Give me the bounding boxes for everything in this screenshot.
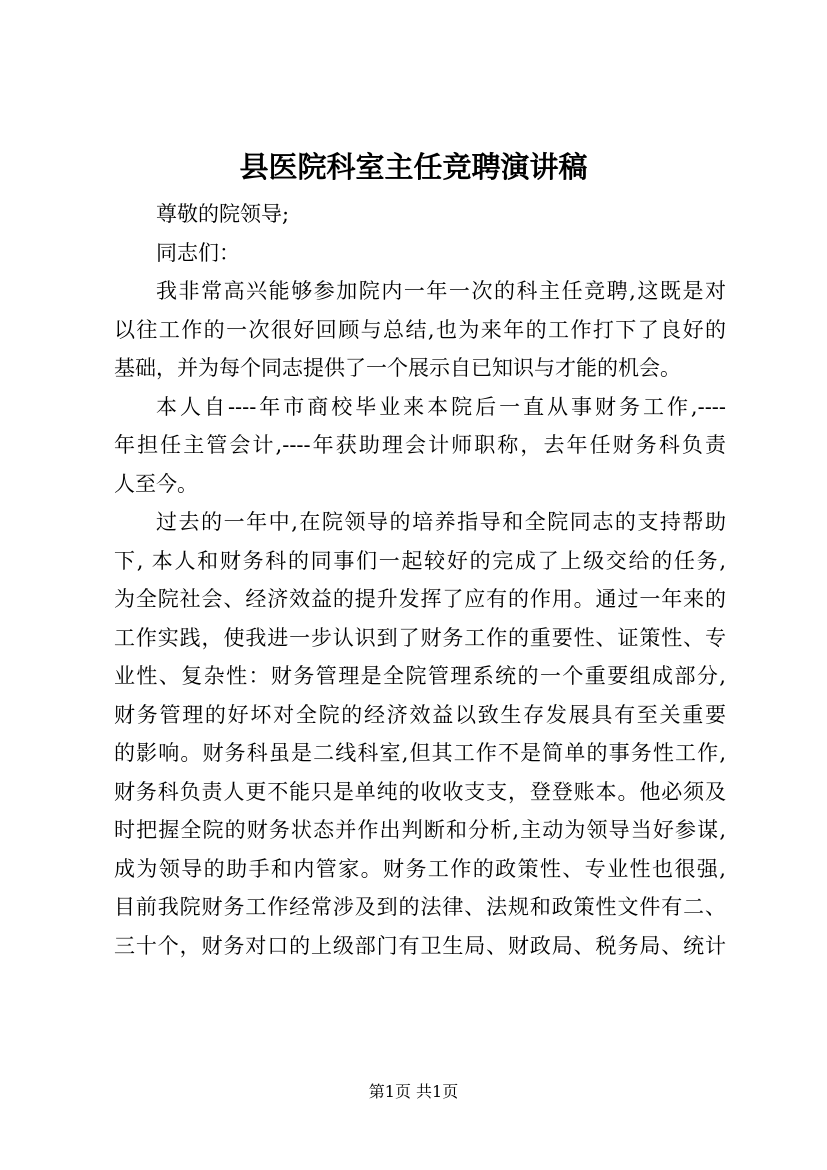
salutation-line: 同志们：	[156, 240, 240, 265]
page-number-footer: 第1页 共1页	[368, 1082, 459, 1101]
body-text-line: 过去的一年中,在院领导的培养指导和全院同志的支持帮助	[156, 510, 726, 534]
body-text-line: 财务管理的好坏对全院的经济效益以致生存发展具有至关重要	[114, 702, 726, 727]
body-text-line: 三十个，财务对口的上级部门有卫生局、财政局、税务局、统计	[114, 933, 726, 958]
body-text-line: 工作实践，使我进一步认识到了财务工作的重要性、证策性、专	[114, 625, 726, 650]
body-text-line: 财务科负责人更不能只是单纯的收收支支，登登账本。他必须及	[114, 779, 726, 804]
document-body	[114, 195, 726, 965]
body-text-line: 下, 本人和财务科的同事们一起较好的完成了上级交给的任务,	[114, 548, 726, 573]
body-text-line: 成为领导的助手和内管家。财务工作的政策性、专业性也很强,	[114, 856, 726, 881]
body-text-line: 年担任主管会计,----年获助理会计师职称，去年任财务科负责	[114, 433, 726, 457]
body-text-line: 为全院社会、经济效益的提升发挥了应有的作用。通过一年来的	[114, 587, 726, 611]
body-text-line: 以往工作的一次很好回顾与总结,也为来年的工作打下了良好的	[114, 317, 726, 342]
body-text-line: 目前我院财务工作经常涉及到的法律、法规和政策性文件有二、	[114, 895, 726, 919]
body-text-line: 基础，并为每个同志提供了一个展示自已知识与才能的机会。	[114, 356, 681, 380]
body-text-line: 的影响。财务科虽是二线科室,但其工作不是简单的事务性工作,	[114, 741, 726, 765]
document-title: 县医院科室主任竞聘演讲稿	[239, 150, 588, 184]
body-text-line: 时把握全院的财务状态并作出判断和分析,主动为领导当好参谋,	[114, 818, 726, 842]
body-text-line: 本人自----年市商校毕业来本院后一直从事财务工作,----	[156, 394, 726, 419]
body-text-line: 人至今。	[114, 471, 198, 496]
body-text-line: 业性、复杂性：财务管理是全院管理系统的一个重要组成部分,	[114, 664, 726, 688]
body-text-line: 我非常高兴能够参加院内一年一次的科主任竞聘,这既是对	[156, 279, 726, 303]
salutation-line: 尊敬的院领导;	[156, 202, 290, 226]
